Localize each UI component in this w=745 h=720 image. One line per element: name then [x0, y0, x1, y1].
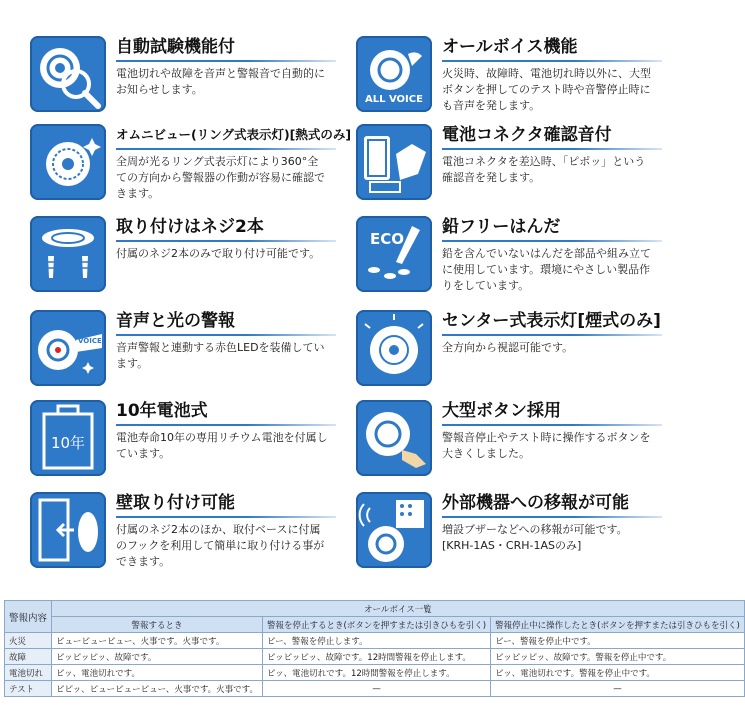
feature-description: 音声警報と連動する赤色LEDを装備しています。	[116, 341, 325, 370]
voice-label: VOICE	[78, 337, 102, 345]
feature-title: センター式表示灯[煙式のみ]	[442, 311, 661, 331]
table-cell: —	[262, 681, 490, 697]
table-cell: ピッ、電池切れです。	[52, 665, 263, 681]
table-cell: ピッ、電池切れです。警報を停止中です。	[491, 665, 745, 681]
feature-description: 鉛を含んでいないはんだを部品や組み立てに使用しています。環境にやさしい製品作りをしています。	[442, 247, 651, 292]
feature-description: 電池コネクタを差込時、「ピポッ」という確認音を発します。	[442, 155, 646, 184]
table-row	[5, 633, 745, 649]
feature-description: 付属のネジ2本のみで取り付け可能です。	[116, 247, 321, 260]
title-rule	[442, 148, 662, 150]
title-rule	[442, 516, 662, 518]
feature-description: 全方向から視認可能です。	[442, 341, 574, 354]
table-row	[5, 649, 745, 665]
feature-title: オムニビュー(リング式表示灯)[熱式のみ]	[116, 127, 352, 142]
screw-mount-icon	[30, 216, 106, 292]
feature-auto-test	[30, 36, 330, 120]
title-rule	[442, 334, 662, 336]
feature-voice-light	[30, 310, 330, 394]
table-cell: ピューピューピュー、火事です。火事です。	[52, 633, 263, 649]
table-cell: ピピッ、ピューピューピュー、火事です。火事です。	[52, 681, 263, 697]
title-rule	[116, 60, 336, 62]
feature-title: 大型ボタン採用	[442, 401, 561, 421]
feature-title: 取り付けはネジ2本	[116, 217, 264, 237]
feature-description: 増設ブザーなどへの移報が可能です。[KRH-1AS・CRH-1ASのみ]	[442, 523, 628, 552]
feature-battery-connector	[356, 124, 656, 208]
large-button-icon	[356, 400, 432, 476]
row-label: テスト	[5, 681, 52, 697]
wall-mount-icon	[30, 492, 106, 568]
title-rule	[116, 240, 336, 242]
feature-title: 10年電池式	[116, 401, 208, 421]
title-rule	[116, 148, 336, 150]
eco-label: ECO	[370, 230, 405, 248]
feature-title: 音声と光の警報	[116, 311, 235, 331]
table-cell: ピッピッピッ、故障です。	[52, 649, 263, 665]
table-row	[5, 665, 745, 681]
table-row	[5, 681, 745, 697]
title-rule	[442, 240, 662, 242]
feature-large-button	[356, 400, 656, 484]
title-rule	[116, 424, 336, 426]
voice-light-icon	[30, 310, 106, 386]
battery-label: 10年	[50, 434, 86, 452]
feature-external-relay	[356, 492, 656, 576]
feature-description: 付属のネジ2本のほか、取付ベースに付属のフックを利用して簡単に取り付ける事ができます。	[116, 523, 325, 568]
all-voice-label: ALL VOICE	[365, 94, 423, 105]
feature-title: 外部機器への移報が可能	[442, 493, 629, 513]
feature-description: 警報音停止やテスト時に操作するボタンを大きくしました。	[442, 431, 651, 460]
feature-lead-free	[356, 216, 656, 300]
feature-wall-mount	[30, 492, 330, 576]
feature-10-year-battery	[30, 400, 330, 484]
table-cell: ピー、警報を停止します。	[262, 633, 490, 649]
feature-two-screws	[30, 216, 330, 300]
feature-omni-view	[30, 124, 352, 208]
feature-title: 壁取り付け可能	[116, 493, 235, 513]
battery-connector-icon	[356, 124, 432, 200]
all-voice-table	[4, 600, 745, 697]
feature-title: オールボイス機能	[442, 37, 578, 57]
table-column-header: 警報停止中に操作したとき(ボタンを押すまたは引きひもを引く)	[491, 617, 745, 633]
table-cell: ピー、警報を停止中です。	[491, 633, 745, 649]
eco-solder-icon	[356, 216, 432, 292]
title-rule	[442, 60, 662, 62]
title-rule	[116, 516, 336, 518]
feature-description: 火災時、故障時、電池切れ時以外に、大型ボタンを押してのテスト時や音警停止時にも音声を発します。	[442, 67, 651, 112]
row-label: 火災	[5, 633, 52, 649]
table-column-header: 警報を停止するとき(ボタンを押すまたは引きひもを引く)	[262, 617, 490, 633]
feature-all-voice	[356, 36, 656, 120]
feature-title: 自動試験機能付	[116, 37, 235, 57]
table-subheader-row	[5, 617, 745, 633]
center-indicator-icon	[356, 310, 432, 386]
feature-description: 電池切れや故障を音声と警報音で自動的にお知らせします。	[116, 67, 325, 96]
table-cell: —	[491, 681, 745, 697]
feature-title: 電池コネクタ確認音付	[442, 125, 612, 145]
all-voice-icon	[356, 36, 432, 112]
feature-description: 全周が光るリング式表示灯により360°全ての方向から警報器の作動が容易に確認できます。	[116, 155, 325, 200]
feature-description: 電池寿命10年の専用リチウム電池を付属しています。	[116, 431, 328, 460]
table-cell: ピッピッピッ、故障です。警報を停止中です。	[491, 649, 745, 665]
magnifier-test-icon	[30, 36, 106, 112]
battery-10-year-icon	[30, 400, 106, 476]
table-column-header: 警報するとき	[52, 617, 263, 633]
ring-indicator-icon	[30, 124, 106, 200]
table-header-main: オールボイス一覧	[52, 601, 745, 617]
feature-center-indicator	[356, 310, 661, 394]
table-corner-label: 警報内容	[5, 601, 52, 633]
table-cell: ピッピッピッ、故障です。12時間警報を停止します。	[262, 649, 490, 665]
title-rule	[442, 424, 662, 426]
row-label: 電池切れ	[5, 665, 52, 681]
feature-title: 鉛フリーはんだ	[442, 217, 561, 237]
table-cell: ピッ、電池切れです。12時間警報を停止します。	[262, 665, 490, 681]
table-header-row	[5, 601, 745, 617]
row-label: 故障	[5, 649, 52, 665]
title-rule	[116, 334, 336, 336]
external-relay-icon	[356, 492, 432, 568]
